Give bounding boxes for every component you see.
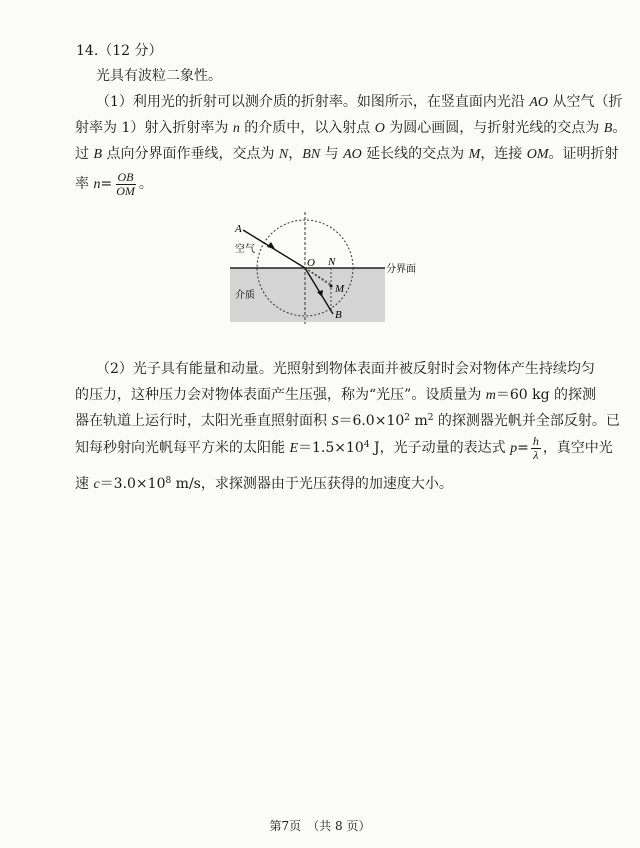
text: ＝1.5×10 bbox=[298, 440, 364, 456]
part1-line4 bbox=[75, 170, 580, 199]
var-e: E bbox=[289, 441, 299, 456]
text: 。 bbox=[138, 176, 153, 192]
var-s: S bbox=[331, 414, 339, 429]
text: 知每秒射向光帆每平方米的太阳能 bbox=[75, 440, 290, 456]
part1-line2 bbox=[75, 118, 627, 139]
label-medium: 介质 bbox=[235, 290, 255, 301]
text: ＝6.0×10 bbox=[338, 413, 405, 429]
equals: = bbox=[517, 440, 529, 456]
part2-line3 bbox=[75, 411, 620, 432]
text: 延长线的交点为 bbox=[361, 146, 469, 162]
text: 的介质中，以入射点 bbox=[239, 120, 375, 136]
text: J，光子动量的表达式 bbox=[369, 440, 511, 456]
text: 。证明折射 bbox=[548, 146, 619, 162]
text: 与 bbox=[320, 146, 344, 162]
var-m: M bbox=[468, 147, 481, 162]
var-m: m bbox=[485, 388, 496, 403]
text: 点向分界面作垂线，交点为 bbox=[102, 146, 279, 162]
text: 射率为 1）射入折射率为 bbox=[75, 120, 233, 136]
text: ，连接 bbox=[480, 146, 527, 162]
fraction-h-lambda bbox=[531, 435, 541, 462]
text: 的探测器光帆并全部反射。已 bbox=[433, 413, 620, 429]
fraction-ob-om bbox=[114, 171, 137, 198]
text: ，真空中光 bbox=[542, 440, 613, 456]
point-m bbox=[330, 285, 333, 288]
label-air: 空气 bbox=[235, 244, 255, 255]
var-om: OM bbox=[526, 147, 549, 162]
exponent: 2 bbox=[404, 413, 410, 423]
text: m bbox=[410, 413, 428, 429]
equals: = bbox=[100, 176, 113, 192]
label-n: N bbox=[328, 256, 336, 268]
var-n: n bbox=[93, 177, 101, 192]
exponent: 2 bbox=[427, 413, 434, 423]
exponent: 4 bbox=[363, 440, 370, 450]
text: 为圆心画圆，与折射光线的交点为 bbox=[384, 120, 604, 136]
text: 过 bbox=[75, 146, 94, 162]
part2-line4 bbox=[75, 433, 613, 463]
var-p: p bbox=[510, 441, 518, 456]
refraction-diagram bbox=[225, 206, 425, 336]
question-number: 14.（12 分） bbox=[76, 43, 163, 59]
text: ， bbox=[288, 146, 303, 162]
text: 从空气（折 bbox=[548, 94, 623, 110]
text: 速 bbox=[75, 476, 94, 492]
var-ao: AO bbox=[529, 95, 549, 110]
var-n: N bbox=[278, 147, 289, 162]
exponent: 8 bbox=[165, 476, 172, 486]
label-b: B bbox=[335, 309, 342, 321]
numerator: OB bbox=[117, 169, 134, 184]
part2-line2 bbox=[75, 385, 597, 406]
incident-arrow-icon bbox=[267, 242, 275, 249]
part2-line1: （2）光子具有能量和动量。光照射到物体表面并被反射时会对物体产生持续均匀 bbox=[96, 361, 595, 377]
part2-line5 bbox=[75, 474, 580, 495]
text: ＝60 kg 的探测 bbox=[495, 387, 597, 403]
denominator: OM bbox=[116, 183, 135, 198]
label-m: M bbox=[335, 283, 345, 295]
label-interface: 分界面 bbox=[386, 264, 416, 275]
text: 的压力，这种压力会对物体表面产生压强，称为“光压”。设质量为 bbox=[75, 387, 486, 403]
page-footer: 第7页 （共 8 页） bbox=[269, 819, 371, 833]
var-o: O bbox=[374, 121, 385, 136]
text: 率 bbox=[75, 176, 94, 192]
var-b: B bbox=[603, 121, 613, 136]
question-intro: 光具有波粒二象性。 bbox=[96, 68, 222, 84]
part1-line3 bbox=[75, 144, 619, 165]
var-bn: BN bbox=[302, 147, 321, 162]
numerator: h bbox=[532, 433, 539, 448]
var-n: n bbox=[232, 121, 240, 136]
refraction-diagram-svg bbox=[225, 206, 425, 336]
text: ＝3.0×10 bbox=[99, 476, 166, 492]
text: （1）利用光的折射可以测介质的折射率。如图所示，在竖直面内光沿 bbox=[96, 94, 530, 110]
var-ao: AO bbox=[343, 147, 362, 162]
part1-line1 bbox=[96, 92, 623, 113]
text: 器在轨道上运行时，太阳光垂直照射面积 bbox=[75, 413, 332, 429]
var-b: B bbox=[93, 147, 103, 162]
label-o: O bbox=[307, 257, 315, 269]
label-a: A bbox=[235, 223, 242, 235]
denominator: λ bbox=[533, 447, 539, 462]
text: m/s，求探测器由于光压获得的加速度大小。 bbox=[171, 476, 453, 492]
text: 。 bbox=[612, 120, 627, 136]
var-c: c bbox=[93, 477, 100, 492]
